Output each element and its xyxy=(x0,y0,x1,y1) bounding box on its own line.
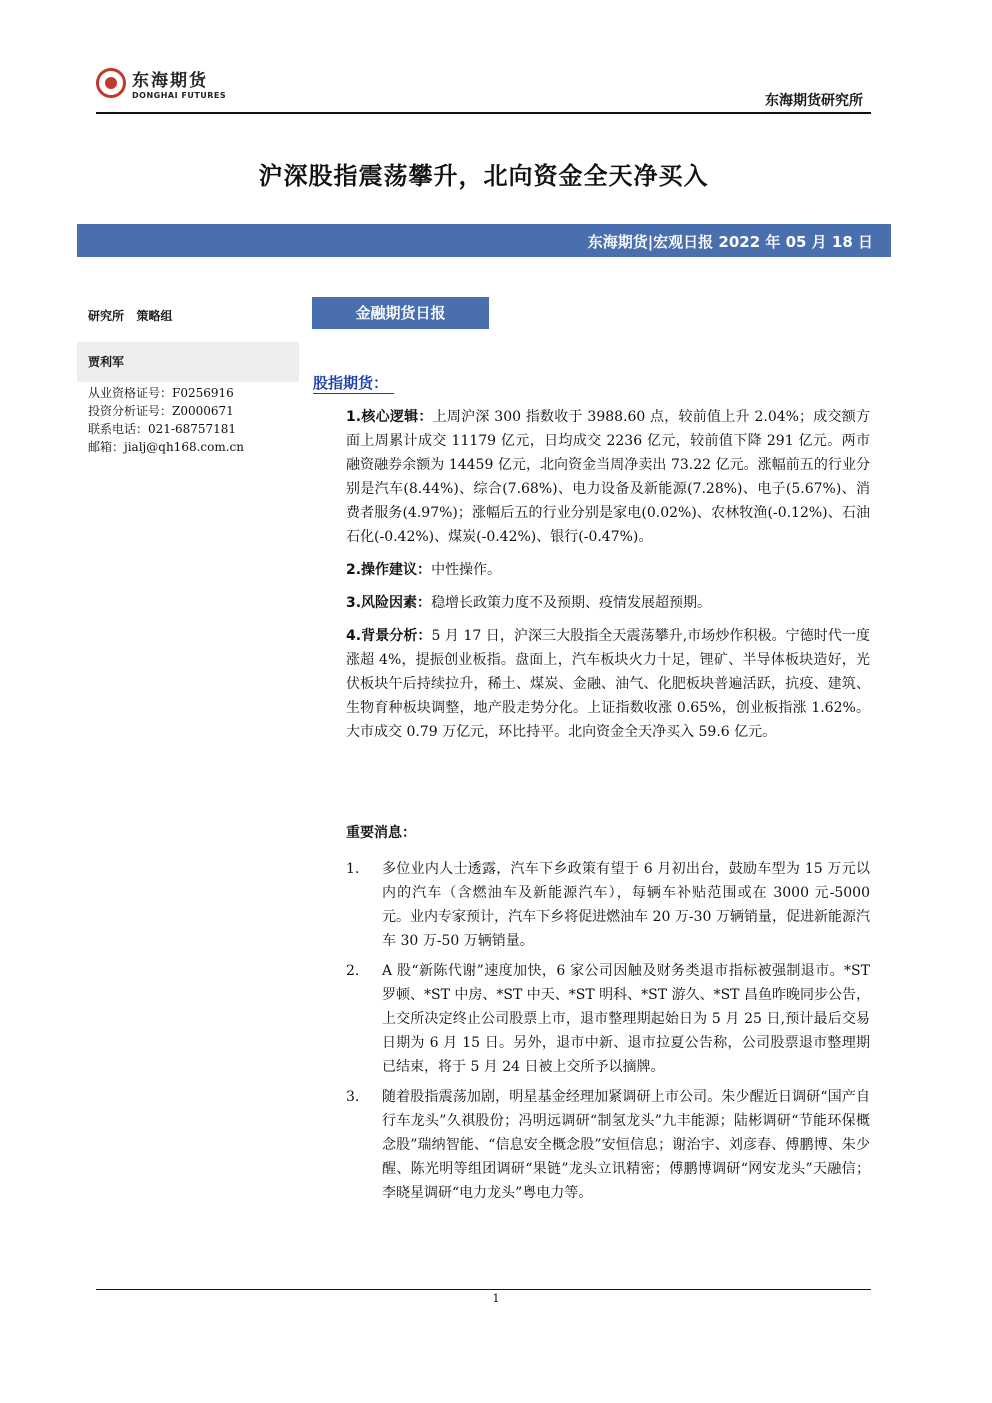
qualification-number: 从业资格证号：F0256916 xyxy=(88,386,234,400)
investment-cert-number: 投资分析证号：Z0000671 xyxy=(88,404,234,418)
company-logo xyxy=(96,66,226,100)
paragraph-label: 1.核心逻辑： xyxy=(346,409,433,425)
paragraph-background xyxy=(346,624,870,744)
paragraph-operation-advice xyxy=(346,558,870,582)
paragraph-text: 上周沪深 300 指数收于 3988.60 点，较前值上升 2.04%；成交额方面上周累计成交 11179 亿元，日均成交 2236 亿元，较前值下降 291 亿元。两市融资融券余额为 14459 亿元，北向资金当周净卖出 73.22 亿元。涨幅前五的行业分别是汽车(8.44%)、综合(7.68%)、电力设备及新能源(7.28%)、电子(5.67%)、消费者服务(4.97%)；涨幅后五的行业分别是家电(0.02%)、农林牧渔(-0.12%)、石油石化(-0.42%)、煤炭(-0.42%)、银行(-0.47%)。 xyxy=(346,409,870,545)
department: 研究所 策略组 xyxy=(88,309,173,323)
paragraph-label: 3.风险因素： xyxy=(346,595,432,611)
author-sidebar xyxy=(77,298,299,456)
news-list xyxy=(346,857,870,1211)
header-divider xyxy=(96,112,871,114)
list-item-number: 3. xyxy=(346,1089,360,1105)
contact-phone: 联系电话：021-68757181 xyxy=(88,422,237,436)
report-title: 沪深股指震荡攀升，北向资金全天净买入 xyxy=(258,162,709,190)
page-header xyxy=(96,66,871,114)
footer-divider xyxy=(96,1289,871,1290)
list-item xyxy=(346,1085,870,1205)
report-category-tag: 金融期货日报 xyxy=(312,297,489,329)
report-banner xyxy=(77,224,891,257)
logo-english-name: DONGHAI FUTURES xyxy=(132,91,227,100)
section-title-index-futures: 股指期货： xyxy=(313,373,394,394)
list-item-text: 多位业内人士透露，汽车下乡政策有望于 6 月初出台，鼓励车型为 15 万元以内的汽车（含燃油车及新能源汽车），每辆车补贴范围或在 3000 元-5000 元。业内专家预计，汽车下乡将促进燃油车 20 万-30 万辆销量，促进新能源汽车 30 万-50 万辆销量。 xyxy=(382,861,870,949)
contact-email: 邮箱：jialj@qh168.com.cn xyxy=(88,440,244,454)
banner-text: 东海期货|宏观日报 2022 年 05 月 18 日 xyxy=(587,233,873,251)
analyst-name-box xyxy=(77,342,299,382)
list-item-number: 1. xyxy=(346,861,360,877)
paragraph-text: 中性操作。 xyxy=(431,562,502,578)
news-section-title: 重要消息： xyxy=(346,825,416,841)
list-item-text: A 股“新陈代谢”速度加快，6 家公司因触及财务类退市指标被强制退市。*ST 罗顿、*ST 中房、*ST 中天、*ST 明科、*ST 游久、*ST 昌鱼昨晚同步公告，上交所决定终止公司股票上市，退市整理期起始日为 5 月 25 日,预计最后交易日期为 6 月 15 日。另外，退市中新、退市拉夏公告称，公司股票退市整理期已结束，将于 5 月 24 日被上交所予以摘牌。 xyxy=(382,963,870,1075)
list-item-number: 2. xyxy=(346,963,360,979)
paragraph-risk-factors xyxy=(346,591,870,615)
paragraph-text: 5 月 17 日，沪深三大股指全天震荡攀升,市场炒作积极。宁德时代一度涨超 4%，提振创业板指。盘面上，汽车板块火力十足，锂矿、半导体板块造好，光伏板块午后持续拉升，稀土、煤炭、金融、油气、化肥板块普遍活跃，抗疫、建筑、生物育种板块调整，地产股走势分化。上证指数收涨 0.65%，创业板指涨 1.62%。大市成交 0.79 万亿元，环比持平。北向资金全天净买入 59.6 亿元。 xyxy=(346,628,870,740)
analyst-name: 贾利军 xyxy=(88,355,125,369)
paragraph-core-logic xyxy=(346,405,870,549)
header-org-name: 东海期货研究所 xyxy=(765,93,863,109)
paragraph-text: 稳增长政策力度不及预期、疫情发展超预期。 xyxy=(431,595,712,611)
analysis-body xyxy=(346,405,870,753)
paragraph-label: 4.背景分析： xyxy=(346,628,432,644)
list-item xyxy=(346,857,870,953)
page-number: 1 xyxy=(492,1292,500,1305)
logo-emblem-icon xyxy=(96,68,126,98)
paragraph-label: 2.操作建议： xyxy=(346,562,432,578)
list-item xyxy=(346,959,870,1079)
list-item-text: 随着股指震荡加剧，明星基金经理加紧调研上市公司。朱少醒近日调研“国产自行车龙头”久祺股份；冯明远调研“制氢龙头”九丰能源；陆彬调研“节能环保概念股”瑞纳智能、“信息安全概念股”安恒信息；谢治宇、刘彦春、傅鹏博、朱少醒、陈光明等组团调研“果链”龙头立讯精密；傅鹏博调研“网安龙头”天融信；李晓星调研“电力龙头”粤电力等。 xyxy=(382,1089,870,1201)
logo-chinese-name: 东海期货 xyxy=(132,71,208,91)
